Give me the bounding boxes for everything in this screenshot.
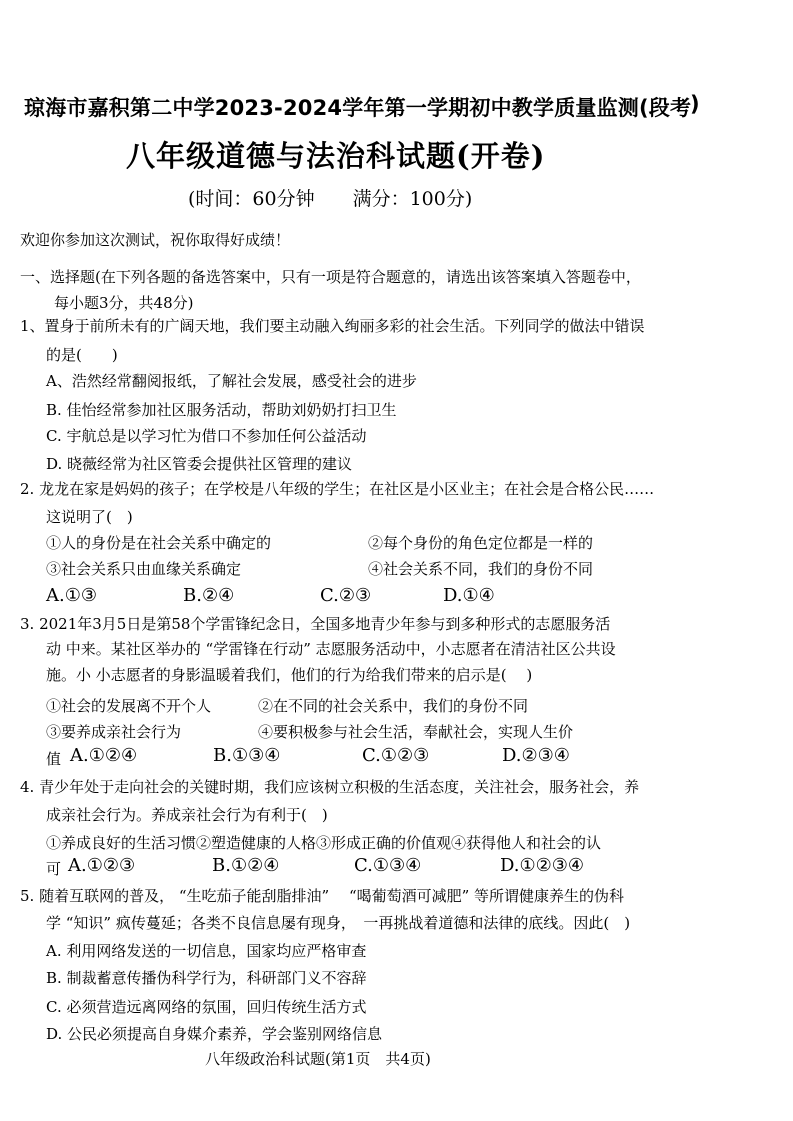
page-footer: 八年级政治科试题(第1页 共4页) — [205, 1050, 431, 1068]
q2-stem-line2: 这说明了( ) — [46, 508, 133, 526]
q5-option-c: C. 必须营造远离网络的氛围，回归传统生活方式 — [46, 998, 367, 1016]
q4-choice-d: D.①②③④ — [500, 855, 585, 876]
exam-subtitle: (时间：60分钟 满分：100分) — [188, 188, 473, 210]
q2-statement-2: ②每个身份的角色定位都是一样的 — [368, 534, 594, 552]
q3-choice-b: B.①③④ — [213, 745, 281, 766]
q4-statements: ①养成良好的生活习惯②塑造健康的人格③形成正确的价值观④获得他人和社会的认 — [46, 834, 602, 852]
q1-stem-line2: 的是( ) — [46, 346, 118, 364]
q2-statement-3: ③社会关系只由血缘关系确定 — [46, 560, 242, 578]
q1-option-a: A、浩然经常翻阅报纸，了解社会发展，感受社会的进步 — [46, 372, 417, 390]
q1-option-d: D. 晓薇经常为社区管委会提供社区管理的建议 — [46, 455, 353, 473]
q1-stem-line1: 1、置身于前所未有的广阔天地，我们要主动融入绚丽多彩的社会生活。下列同学的做法中错误 — [20, 317, 645, 335]
q3-stem-line3: 施。小 小志愿者的身影温暖着我们，他们的行为给我们带来的启示是( ) — [46, 666, 533, 684]
section-heading-line2: 每小题3分，共48分) — [54, 294, 194, 312]
q3-choice-d: D.②③④ — [502, 745, 570, 766]
exam-title: 八年级道德与法治科试题(开卷) — [126, 139, 546, 173]
school-exam-heading-close: ) — [690, 92, 700, 116]
q3-stem-line1: 3. 2021年3月5日是第58个学雷锋纪念日，全国多地青少年参与到多种形式的志愿服务活 — [20, 615, 611, 633]
q5-stem-line1: 5. 随着互联网的普及， “生吃茄子能刮脂排油” “喝葡萄酒可减肥” 等所谓健康养生的伪科 — [20, 887, 625, 905]
q4-choice-a: A.①②③ — [68, 855, 136, 876]
q2-choice-b: B.②④ — [183, 585, 235, 606]
school-exam-heading: 琼海市嘉积第二中学2023-2024学年第一学期初中教学质量监测(段考 — [24, 96, 692, 120]
q3-statement-3: ③要养成亲社会行为 — [46, 723, 182, 741]
q2-stem-line1: 2. 龙龙在家是妈妈的孩子；在学校是八年级的学生；在社区是小区业主；在社会是合格公民…… — [20, 480, 655, 498]
q3-statement-1: ①社会的发展离不开个人 — [46, 697, 212, 715]
q2-choice-c: C.②③ — [320, 585, 372, 606]
q3-choice-c: C.①②③ — [362, 745, 430, 766]
q5-option-d: D. 公民必须提高自身媒介素养，学会鉴别网络信息 — [46, 1025, 383, 1043]
intro-text: 欢迎你参加这次测试，祝你取得好成绩！ — [20, 231, 291, 249]
q3-statement-2: ②在不同的社会关系中，我们的身份不同 — [258, 697, 529, 715]
q5-option-b: B. 制裁蓄意传播伪科学行为，科研部门义不容辞 — [46, 969, 367, 987]
q5-stem-line2: 学 “知识” 疯传蔓延；各类不良信息屡有现身， 一再挑战着道德和法律的底线。因此( ) — [46, 914, 631, 932]
q4-stem-line1: 4. 青少年处于走向社会的关键时期，我们应该树立积极的生活态度，关注社会，服务社会，养 — [20, 778, 640, 796]
q2-statement-4: ④社会关系不同，我们的身份不同 — [368, 560, 594, 578]
q2-choice-a: A.①③ — [46, 585, 97, 606]
q4-stem-line2: 成亲社会行为。养成亲社会行为有利于( ) — [46, 806, 328, 824]
q1-option-c: C. 宇航总是以学习忙为借口不参加任何公益活动 — [46, 427, 367, 445]
q1-option-b: B. 佳怡经常参加社区服务活动，帮助刘奶奶打扫卫生 — [46, 401, 397, 419]
q3-statement-4-tail: 值 — [46, 750, 62, 768]
q4-statement-tail: 可 — [46, 860, 62, 878]
q4-choice-c: C.①③④ — [354, 855, 422, 876]
q2-choice-d: D.①④ — [443, 585, 495, 606]
q3-statement-4: ④要积极参与社会生活，奉献社会，实现人生价 — [258, 723, 574, 741]
q3-choice-a: A.①②④ — [70, 745, 138, 766]
q5-option-a: A. 利用网络发送的一切信息，国家均应严格审查 — [46, 942, 367, 960]
section-heading-line1: 一、选择题(在下列各题的备选答案中，只有一项是符合题意的，请选出该答案填入答题卷中， — [20, 268, 641, 286]
q4-choice-b: B.①②④ — [212, 855, 280, 876]
q3-stem-line2: 动 中来。某社区举办的 “学雷锋在行动” 志愿服务活动中，小志愿者在清洁社区公共设 — [46, 640, 616, 658]
q2-statement-1: ①人的身份是在社会关系中确定的 — [46, 534, 272, 552]
